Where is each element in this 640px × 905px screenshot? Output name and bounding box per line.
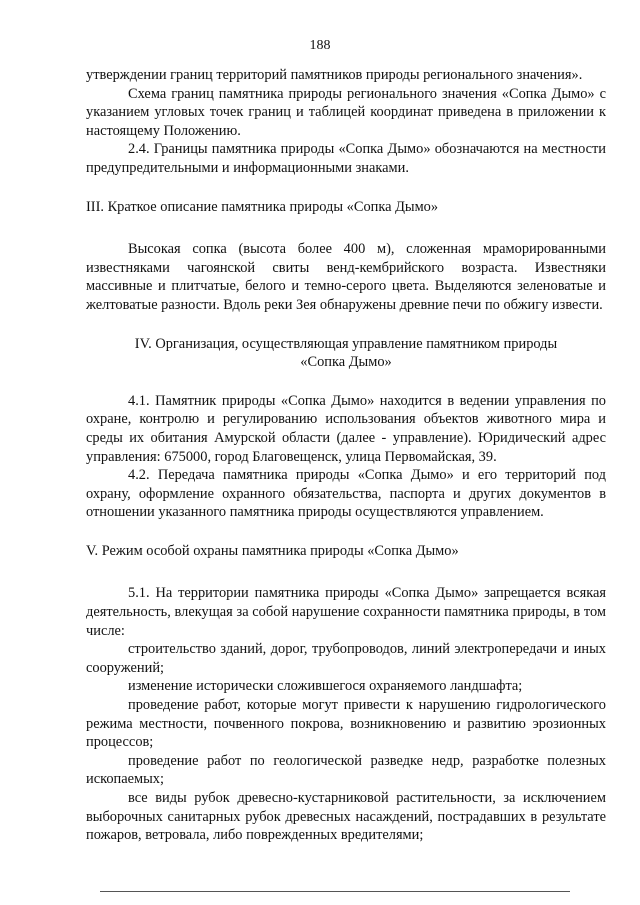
section-3-description: Высокая сопка (высота более 400 м), сложенная мраморированными известняками чагоянской свиты венд-кембрийского возраста. Известняки массивные и плитчатые, белого и темно-серого цвета. Выделяются зеленоватые и желтоватые разности. Вдоль реки Зея обнаружены древние печи по обжигу извести. bbox=[86, 241, 606, 313]
section-3-heading: III. Краткое описание памятника природы «Сопка Дымо» bbox=[86, 198, 439, 215]
list-item: все виды рубок древесно-кустарниковой растительности, за исключением выборочных санитарных рубок древесных насаждений, пострадавших в результате пожаров, ветровала, либо поврежденных вредителями; bbox=[86, 790, 606, 844]
list-item: строительство зданий, дорог, трубопроводов, линий электропередачи и иных сооружений; bbox=[86, 641, 606, 676]
paragraph-2-4: 2.4. Границы памятника природы «Сопка Дымо» обозначаются на местности предупредительными и информационными знаками. bbox=[86, 141, 606, 176]
list-item: изменение исторически сложившегося охраняемого ландшафта; bbox=[128, 678, 523, 695]
section-4-heading-line-2: «Сопка Дымо» bbox=[300, 354, 392, 371]
paragraph-4-2: 4.2. Передача памятника природы «Сопка Дымо» и его территорий под охрану, оформление охранного обязательства, паспорта и других документов в отношении указанного памятника природы осуществляются управлением. bbox=[86, 467, 606, 521]
page-bottom-rule bbox=[100, 891, 570, 892]
paragraph-4-1: 4.1. Памятник природы «Сопка Дымо» находится в ведении управления по охране, контролю и регулированию использования объектов животного мира и среды их обитания Амурской области (далее - управление). Юридический адрес управления: 675000, город Благовещенск, улица Первомайская, 39. bbox=[86, 392, 606, 465]
paragraph-continuation: утверждении границ территорий памятников природы регионального значения». bbox=[86, 67, 583, 83]
paragraph-5-1: 5.1. На территории памятника природы «Сопка Дымо» запрещается всякая деятельность, влекущая за собой нарушение сохранности памятника природы, в том числе: bbox=[86, 585, 606, 639]
document-body bbox=[86, 66, 606, 845]
list-item: проведение работ по геологической разведке недр, разработке полезных ископаемых; bbox=[86, 752, 606, 788]
list-item: проведение работ, которые могут привести к нарушению гидрологического режима местности, почвенного покрова, возникновению и развитию эрозионных процессов; bbox=[86, 697, 606, 751]
section-4-heading bbox=[86, 335, 606, 372]
section-5-heading: V. Режим особой охраны памятника природы «Сопка Дымо» bbox=[86, 542, 459, 559]
section-4-heading-line-1: IV. Организация, осуществляющая управление памятником природы bbox=[134, 335, 558, 352]
paragraph-scheme: Схема границ памятника природы регионального значения «Сопка Дымо» с указанием угловых точек границ и таблицей координат приведена в приложении к настоящему Положению. bbox=[86, 85, 606, 139]
page-number: 188 bbox=[309, 38, 331, 53]
